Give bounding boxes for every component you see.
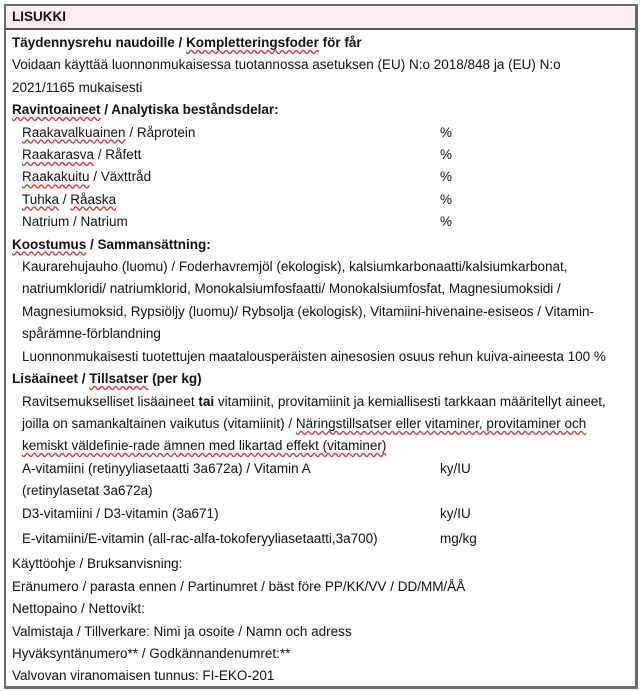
additive-unit: ky/IU	[440, 505, 471, 521]
product-name-sv-rest: för får	[318, 35, 362, 50]
nutrients-heading	[12, 99, 629, 121]
nutrient-row	[12, 211, 629, 233]
product-name	[12, 32, 629, 54]
document-header: LISUKKI	[6, 6, 635, 30]
desc-bold: tai	[198, 393, 215, 409]
nutrients-heading-fi: Ravintoaineet	[12, 102, 101, 118]
nutrient-row	[12, 122, 629, 144]
organic-share: Luonnonmukaisesti tuotettujen maatalousperäisten ainesosien osuus rehun kuiva-aineesta 100 %	[22, 348, 606, 364]
additive-row	[12, 503, 629, 525]
additive-label: E-vitamiini/E-vitamin (all-rac-alfa-tokoferyyliasetaatti,3a700)	[22, 530, 378, 546]
additive-unit: ky/IU	[440, 460, 471, 476]
additives-heading	[12, 368, 629, 390]
nutrient-row: Tuhka / Råaska %	[12, 189, 629, 211]
additive-label: A-vitamiini (retinyyliasetaatti 3a672a) / Vitamin A	[22, 460, 311, 476]
nutrient-label-fi: Raakavalkuainen	[22, 124, 126, 140]
nutrient-label-sv: / Växttråd	[89, 169, 152, 185]
separator: /	[174, 35, 187, 50]
nutrient-unit: %	[440, 169, 453, 185]
additives-heading-sv: Tillsatser	[89, 371, 149, 387]
additives-heading-unit: (per kg)	[148, 371, 202, 387]
nutrient-label-fi: Raakakuitu	[22, 169, 90, 185]
nutrient-label-sv: Råaska	[70, 191, 117, 207]
nutrients-heading-sv: / Analytiska beståndsdelar:	[100, 102, 279, 118]
composition-heading	[12, 234, 629, 256]
approval-number: Hyväksyntänumero** / Godkännandenumret:**	[12, 645, 291, 661]
usage-line-1: Voidaan käyttää luonnonmukaisessa tuotannossa asetuksen (EU) N:o 2018/848 ja (EU) N:o	[12, 57, 561, 73]
nutrient-label-fi: Raakarasva	[22, 147, 95, 163]
composition-heading-sv: / Sammansättning:	[86, 236, 211, 252]
additive-row	[12, 458, 629, 480]
desc-sv: Näringstillsatser eller vitaminer, provitaminer och kemiskt väldefinie-rade ämnen med likartad effekt (vitaminer)	[22, 415, 587, 454]
nutrient-unit: %	[440, 124, 453, 140]
instructions: Käyttöohje / Bruksanvisning:	[12, 556, 183, 572]
desc-part: vitamiinit, provitamiinit ja kemiallisesti tarkkaan määritellyt aineet, joilla on samankaltainen vaikutus (vitamiinit) /	[22, 393, 606, 431]
product-name-fi: Täydennysrehu naudoille	[12, 35, 175, 50]
desc-part: Ravitsemukselliset lisäaineet	[22, 393, 199, 409]
additive-row-continued	[12, 480, 629, 502]
composition-text: Kaurarehujauho (luomu) / Foderhavremjöl (ekologisk), kalsiumkarbonaatti/kalsiumkarbonat, natriumkloridi/ natriumklorid, Monokalsiumfosfaatti/ Monokalsiumfosfat, Magnesiumoksidi / Magnesiumoksid, Rypsiöljy (luomu)/ Rybsolja (ekologisk), Vitamiini-hivenaine-esiseos / Vitamin-spårämne-förblandning	[22, 259, 594, 342]
manufacturer: Valmistaja / Tillverkare: Nimi ja osoite / Namn och adress	[12, 623, 352, 639]
nutrient-row	[12, 144, 629, 166]
net-weight: Nettopaino / Nettovikt:	[12, 601, 145, 617]
additive-row	[12, 528, 629, 550]
product-name-sv: Kompletteringsfoder	[186, 35, 319, 50]
nutrient-label-sv: / Råprotein	[125, 124, 196, 140]
nutrient-unit: %	[440, 191, 453, 207]
additives-description	[12, 391, 629, 458]
nutrient-label-sv: / Råfett	[94, 147, 142, 163]
nutrient-unit: %	[440, 214, 453, 230]
nutrient-row	[12, 166, 629, 188]
additive-unit: mg/kg	[440, 530, 477, 546]
nutrient-label-fi: Tuhka	[22, 191, 60, 207]
nutrient-label: Natrium / Natrium	[22, 214, 128, 230]
additives-heading-fi: Lisäaineet /	[12, 371, 90, 387]
authority-code: Valvovan viranomaisen tunnus: FI-EKO-201	[12, 668, 275, 684]
composition-heading-fi: Koostumus	[12, 236, 87, 252]
usage-line-2: 2021/1165 mukaisesti	[12, 79, 143, 95]
label-document	[4, 4, 638, 689]
batch-info: Eränumero / parasta ennen / Partinumret / bäst före PP/KK/VV / DD/MM/ÅÅ	[12, 578, 466, 594]
additive-label: D3-vitamiini / D3-vitamin (3a671)	[22, 505, 219, 521]
additive-label: (retinylasetat 3a672a)	[22, 483, 153, 499]
nutrient-unit: %	[440, 147, 453, 163]
